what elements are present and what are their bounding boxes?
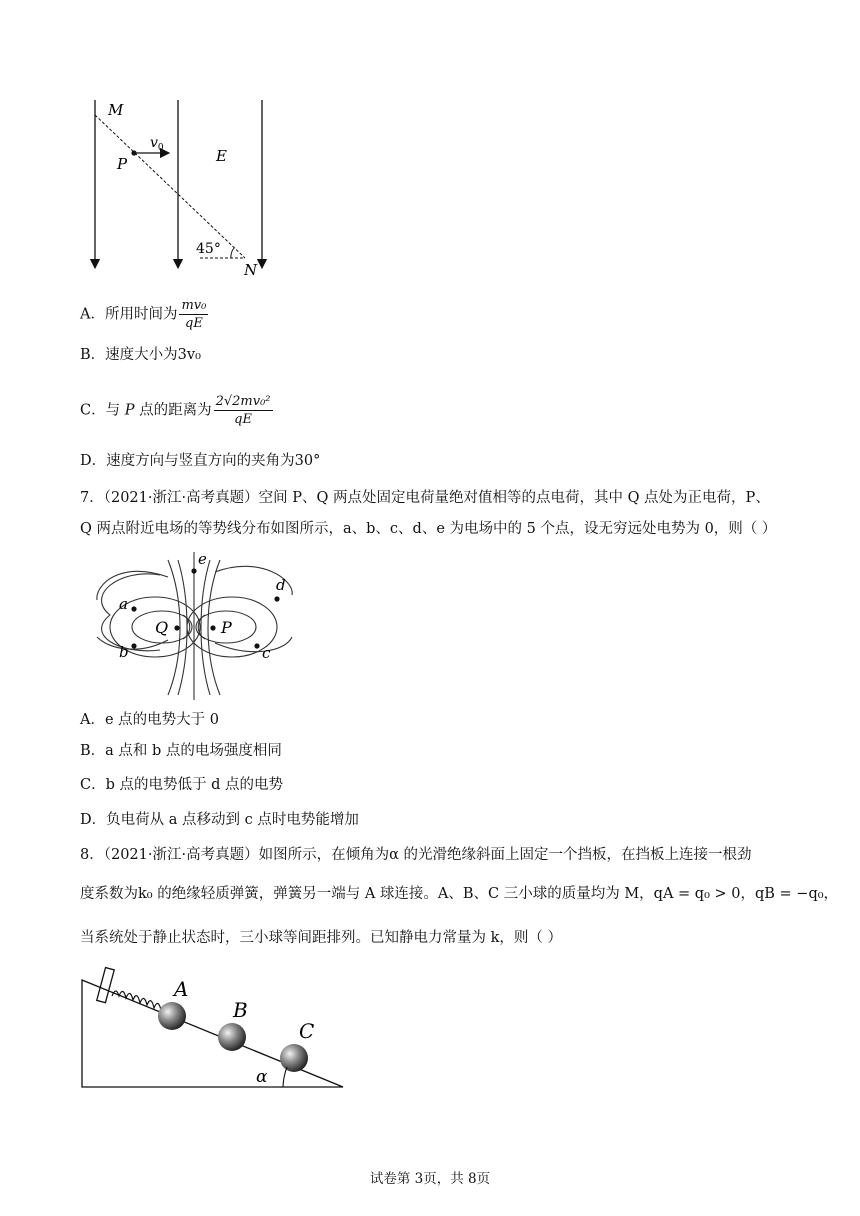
- label-P-charge: P: [221, 618, 232, 637]
- equipotential-center-right-1: [201, 560, 210, 695]
- q7-option-b: B．a 点和 b 点的电场强度相同: [80, 743, 282, 759]
- point-Q: [174, 625, 179, 630]
- q8-stem-line-2: 度系数为k₀ 的绝缘轻质弹簧，弹簧另一端与 A 球连接。A、B、C 三小球的质量均为 M，qA = q₀ > 0，qB = −q₀，: [80, 886, 839, 902]
- q7-option-c: C．b 点的电势低于 d 点的电势: [80, 777, 283, 793]
- baffle: [97, 968, 114, 1003]
- q8-stem-line-1: 8．（2021·浙江·高考真题）如图所示，在倾角为α 的光滑绝缘斜面上固定一个挡板，在挡板上连接一根劲: [80, 847, 752, 863]
- label-e: e: [198, 550, 207, 568]
- ball-C: [280, 1044, 308, 1072]
- label-M: M: [108, 101, 124, 119]
- label-c: c: [262, 644, 271, 662]
- label-d: d: [276, 576, 286, 594]
- label-b: b: [119, 643, 129, 661]
- frac-num: mv₀: [181, 298, 207, 313]
- fraction-mv0-qE: [179, 297, 208, 332]
- angle-arc-alpha: [283, 1067, 287, 1087]
- label-v0: $v_0$: [150, 135, 164, 153]
- label-B: B: [233, 998, 248, 1022]
- label-alpha: α: [256, 1067, 268, 1087]
- q7-stem-line-2: Q 两点附近电场的等势线分布如图所示，a、b、c、d、e 为电场中的 5 个点，设无穷远处电势为 0，则（ ）: [80, 521, 777, 537]
- equipotential-outer-right-2: [215, 637, 292, 652]
- label-A: A: [174, 977, 189, 1001]
- frac-den: qE: [234, 412, 252, 427]
- q7-option-d: D．负电荷从 a 点移动到 c 点时电势能增加: [80, 812, 359, 828]
- ball-B: [218, 1023, 246, 1051]
- q6-option-c-prefix: C．与: [80, 402, 121, 419]
- point-P: [131, 150, 136, 155]
- page-footer: 试卷第 3页，共 8页: [369, 1171, 491, 1187]
- point-P-charge: [210, 625, 215, 630]
- label-N: N: [244, 261, 258, 279]
- dashed-path-MN: [95, 115, 245, 258]
- q6-option-a: [80, 297, 210, 332]
- q6-option-d: D．速度方向与竖直方向的夹角为30°: [80, 453, 321, 469]
- q6-option-c-mid: 点的距离为: [139, 402, 212, 419]
- q7-option-a: A．e 点的电势大于 0: [80, 712, 219, 728]
- point-d: [274, 596, 279, 601]
- q8-stem-line-3: 当系统处于静止状态时，三小球等间距排列。已知静电力常量为 k，则（ ）: [80, 930, 563, 946]
- q6-option-c: [80, 393, 275, 428]
- fraction-distance: [214, 393, 273, 428]
- figure-electric-field-plates: [0, 0, 860, 290]
- label-C: C: [299, 1019, 315, 1043]
- q6-option-b: B．速度大小为3v₀: [80, 347, 201, 363]
- label-a: a: [119, 595, 128, 613]
- frac-num: 2√2mv₀²: [215, 394, 271, 409]
- ball-A: [158, 1002, 186, 1030]
- point-c: [254, 643, 259, 648]
- point-a: [131, 606, 136, 611]
- label-P: P: [117, 155, 128, 173]
- label-Q: Q: [155, 618, 169, 637]
- frac-den: qE: [185, 316, 203, 331]
- label-E: E: [216, 147, 227, 165]
- q6-option-c-point: P: [124, 402, 135, 419]
- point-e: [191, 568, 196, 573]
- figure-equipotential-lines: [0, 540, 860, 705]
- figure-incline-charges: [0, 960, 860, 1095]
- q7-stem-line-1: 7．（2021·浙江·高考真题）空间 P、Q 两点处固定电荷量绝对值相等的点电荷，其中 Q 点处为正电荷，P、: [80, 490, 770, 506]
- q6-option-a-text: A．所用时间为: [80, 306, 178, 323]
- point-b: [131, 643, 136, 648]
- label-angle: 45°: [196, 241, 221, 257]
- angle-arc: [231, 248, 234, 258]
